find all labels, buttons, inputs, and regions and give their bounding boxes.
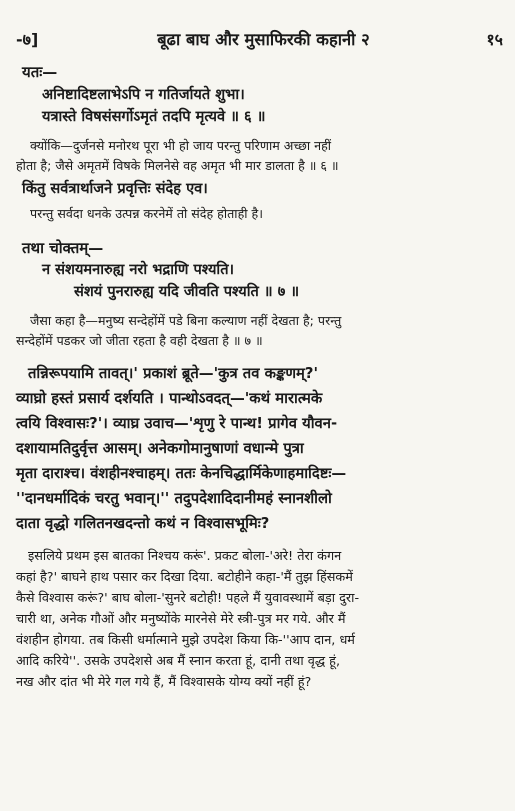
page-title: बूढा बाघ और मुसाफिरकी कहानी २ xyxy=(157,30,370,49)
section-3 xyxy=(16,361,503,693)
section-label: तथा चोक्तम्— xyxy=(22,239,104,257)
chapter-marker: -७] xyxy=(16,30,39,49)
translation-line: होता है; जैसे अमृतमें विषके मिलनेसे वह अमृत भी मार डालता है ॥ ६ ॥ xyxy=(16,158,339,173)
sanskrit-line: किंतु सर्वत्रार्थाजने प्रवृत्तिः संदेह एव। xyxy=(22,180,208,197)
translation-line: जैसा कहा है—मनुष्य सन्देहोंमें पडे बिना कल्याण नहीं देखता है; परन्तु xyxy=(30,313,342,328)
translation-line: वंशहीन होगया. तब किसी धर्मात्माने मुझे उपदेश किया कि-''आप दान, धर्म xyxy=(16,633,355,648)
translation xyxy=(16,204,503,224)
translation-line: इसलिये प्रथम इस बातका निश्चय करूं'. प्रकट बोला-'अरे! तेरा कंगन xyxy=(28,549,342,564)
verse-line: संशयं पुनरारुह्य यदि जीवति पश्यति ॥ ७ ॥ xyxy=(74,283,300,300)
section-1 xyxy=(16,62,503,224)
translation-line: परन्तु सर्वदा धनके उत्पन्न करनेमें तो संदेह होताही है। xyxy=(30,206,263,221)
translation-line: आदि करिये''. उसके उपदेशसे अब मैं स्नान करता हूं, दानी तथा वृद्ध हूं, xyxy=(16,654,341,669)
sanskrit-prose-line: तन्निरूपयामि तावत्।' प्रकाशं ब्रूते—'कुत्र तव कङ्कणम्?' xyxy=(28,365,318,382)
translation-line: चारी था, अनेक गौओं और मनुष्योंके मारनेसे मेरे स्त्री-पुत्र मर गये. और मैं xyxy=(16,612,346,627)
translation-line: सन्देहोंमें पडकर जो जीता रहता है वही देखता है ॥ ७ ॥ xyxy=(16,333,263,348)
translation xyxy=(16,311,503,351)
translation xyxy=(16,546,503,693)
sanskrit-prose-line: दशायामतिदुर्वृत्त आसम्। अनेकगोमानुषाणां वधान्मे पुत्रा xyxy=(16,440,304,457)
translation xyxy=(16,136,503,176)
page-header xyxy=(16,30,503,52)
translation-line: कहां है?' बाघने हाथ पसार कर दिखा दिया. बटोहीने कहा-'मैं तुझ हिंसकमें xyxy=(16,570,353,585)
sanskrit-prose-line: मृता दाराश्च। वंशहीनश्चाहम्। ततः केनचिद्धार्मिकेणाहमादिष्टः— xyxy=(16,465,347,482)
sanskrit-prose-line: दाता वृद्धो गलितनखदन्तो कथं न विश्वासभूमिः? xyxy=(16,515,270,532)
translation-line: क्योंकि—दुर्जनसे मनोरथ पूरा भी हो जाय परन्तु परिणाम अच्छा नहीं xyxy=(30,138,332,153)
section-2 xyxy=(16,238,503,351)
section-label: यतः— xyxy=(22,63,58,81)
verse-line: न संशयमनारुह्य नरो भद्राणि पश्यति। xyxy=(42,261,235,278)
sanskrit-prose-line: व्याघ्रो हस्तं प्रसार्य दर्शयति । पान्थोऽवदत्—'कथं मारात्मके xyxy=(16,390,323,407)
verse-line: यत्रास्ते विषसंसर्गोऽमृतं तदपि मृत्यवे ॥ ६ ॥ xyxy=(42,108,266,125)
sanskrit-prose-line: त्वयि विश्वासः?'। व्याघ्र उवाच—'शृणु रे पान्थ! प्रागेव यौवन- xyxy=(16,415,338,432)
translation-line: कैसे विश्वास करूं?' बाघ बोला-'सुनरे बटोही! पहले मैं युवावस्थामें बड़ा दुरा- xyxy=(16,591,360,606)
verse-line: अनिष्टादिष्टलाभेऽपि न गतिर्जायते शुभा। xyxy=(42,86,245,103)
translation-line: नख और दांत भी मेरे गल गये हैं, मैं विश्वासके योग्य क्यों नहीं हूं? xyxy=(16,675,312,690)
sanskrit-prose-line: ''दानधर्मादिकं चरतु भवान्।'' तदुपदेशादिदानीमहं स्नानशीलो xyxy=(16,490,332,507)
page-number: १५ xyxy=(486,30,503,49)
